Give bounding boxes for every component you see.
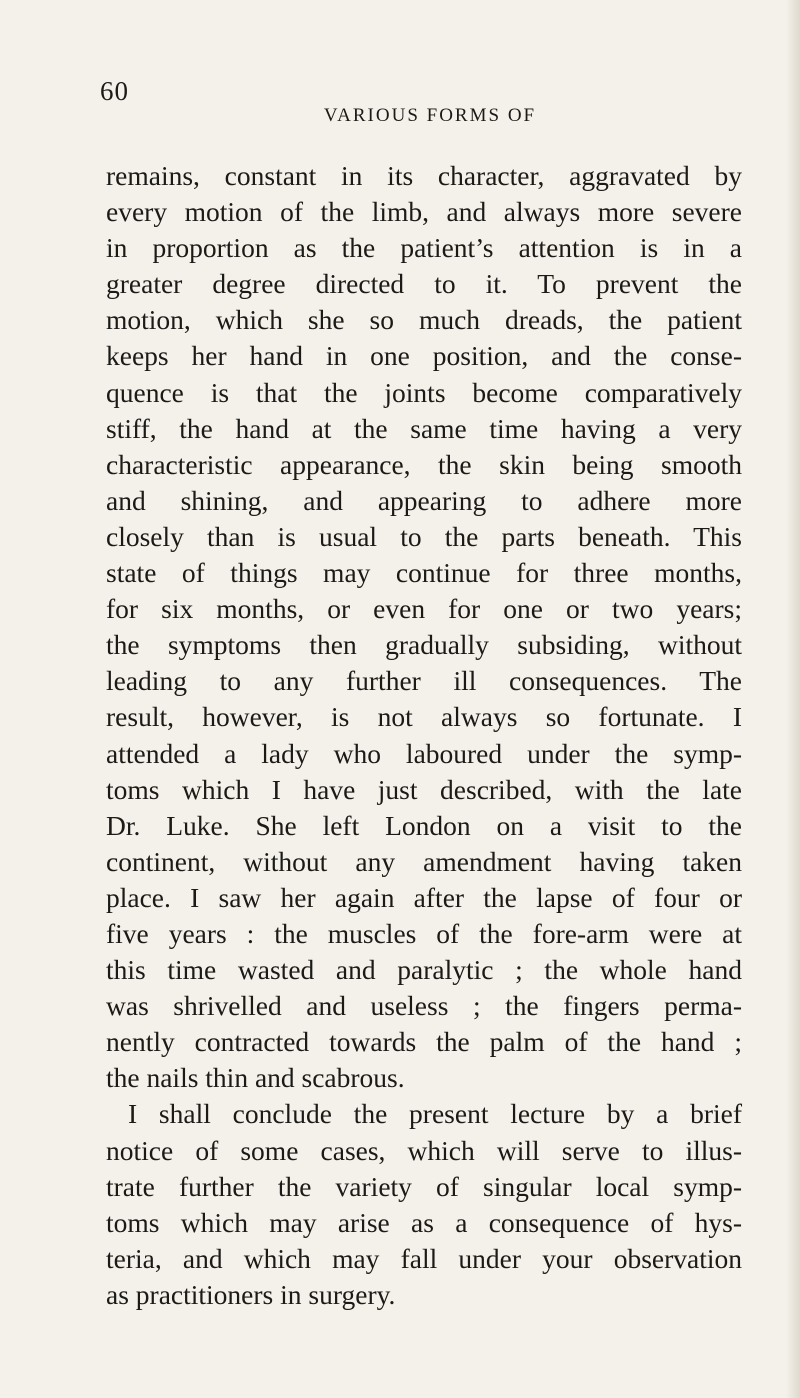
- text-line: was shrivelled and useless ; the fingers perma-: [106, 990, 742, 1022]
- text-line: teria, and which may fall under your observation: [106, 1242, 742, 1274]
- text-line: and shining, and appearing to adhere more: [106, 484, 742, 516]
- page-header: [100, 76, 740, 126]
- paragraph-2: [106, 1096, 742, 1313]
- text-line: nently contracted towards the palm of the hand ;: [106, 1026, 742, 1058]
- text-line: result, however, is not always so fortunate. I: [106, 701, 742, 733]
- text-line: for six months, or even for one or two years;: [106, 593, 742, 625]
- text-line: state of things may continue for three months,: [106, 557, 742, 589]
- text-line: continent, without any amendment having taken: [106, 845, 742, 877]
- text-line: in proportion as the patient’s attention is in a: [106, 232, 742, 264]
- text-line: as practitioners in surgery.: [106, 1278, 396, 1310]
- text-line: keeps her hand in one position, and the conse-: [106, 340, 742, 372]
- text-line: toms which may arise as a consequence of hys-: [106, 1206, 742, 1238]
- text-line: every motion of the limb, and always more severe: [106, 196, 742, 228]
- text-line: this time wasted and paralytic ; the whole hand: [106, 954, 742, 986]
- paragraph-1: [106, 158, 742, 1096]
- text-line: greater degree directed to it. To prevent the: [106, 268, 742, 300]
- page-number: 60: [100, 76, 129, 106]
- text-line: stiff, the hand at the same time having a very: [106, 412, 742, 444]
- text-line: toms which I have just described, with the late: [106, 773, 742, 805]
- text-line: I shall conclude the present lecture by a brief: [128, 1098, 742, 1130]
- text-line: leading to any further ill consequences. The: [106, 665, 742, 697]
- running-head: VARIOUS FORMS OF: [323, 105, 537, 126]
- text-line: trate further the variety of singular local symp-: [106, 1170, 742, 1202]
- text-line: attended a lady who laboured under the symp-: [106, 737, 742, 769]
- text-line: Dr. Luke. She left London on a visit to the: [106, 809, 742, 841]
- text-line: five years : the muscles of the fore-arm were at: [106, 917, 742, 949]
- text-line: notice of some cases, which will serve to illus-: [106, 1134, 742, 1166]
- page-edge-shadow: [786, 0, 800, 1398]
- text-line: the nails thin and scabrous.: [106, 1062, 405, 1094]
- text-line: motion, which she so much dreads, the patient: [106, 304, 742, 336]
- text-line: quence is that the joints become comparatively: [106, 376, 742, 408]
- text-line: remains, constant in its character, aggravated by: [106, 160, 742, 191]
- text-line: place. I saw her again after the lapse of four or: [106, 881, 742, 913]
- body-text: [106, 158, 742, 1313]
- text-line: the symptoms then gradually subsiding, without: [106, 629, 742, 661]
- text-line: closely than is usual to the parts beneath. This: [106, 520, 742, 552]
- text-line: characteristic appearance, the skin being smooth: [106, 448, 742, 480]
